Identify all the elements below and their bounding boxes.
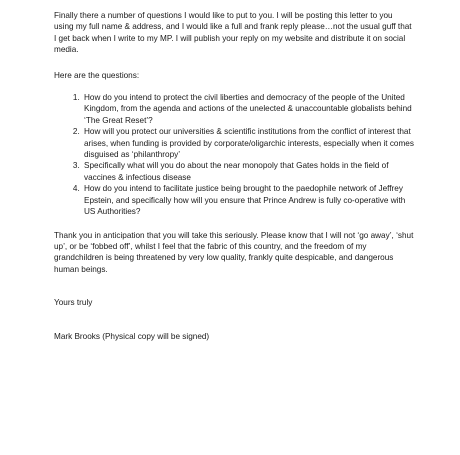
questions-heading: Here are the questions: <box>54 70 140 80</box>
question-item: 3. Specifically what will you do about the near monopoly that Gates holds in the field of vaccines & infectious disease <box>82 160 414 183</box>
sign-off: Yours truly <box>54 298 93 308</box>
signature-line: Mark Brooks (Physical copy will be signed) <box>54 331 210 341</box>
letter-page <box>54 10 414 342</box>
question-item: 2. How will you protect our universities & scientific institutions from the conflict of interest that arises, when funding is provided by corporate/oligarchic interests, especially when it comes disguised as ‘philanthropy’ <box>82 126 414 160</box>
closing-paragraph: Thank you in anticipation that you will take this seriously. Please know that I will not ‘go away’, ‘shut up’, or be ‘fobbed off’, whilst I feel that the fabric of this country, and the freedom of my grandchildren is being threatened by very low quality, frankly quite despicable, and dangerous human beings. <box>54 230 414 274</box>
question-item: 1. How do you intend to protect the civil liberties and democracy of the people of the United Kingdom, from the agenda and actions of the unelected & unaccountable globalists behind ‘The Great Reset’? <box>82 92 414 126</box>
questions-list <box>54 92 414 217</box>
question-item: 4. How do you intend to facilitate justice being brought to the paedophile network of Jeffrey Epstein, and specifically how will you ensure that Prince Andrew is fully co-operative with US Authorities? <box>82 183 414 217</box>
intro-paragraph: Finally there a number of questions I would like to put to you. I will be posting this letter to you using my full name & address, and I would like a full and frank reply please…not the usual guff that I get back when I write to my MP. I will publish your reply on my website and distribute it on social media. <box>54 11 412 55</box>
